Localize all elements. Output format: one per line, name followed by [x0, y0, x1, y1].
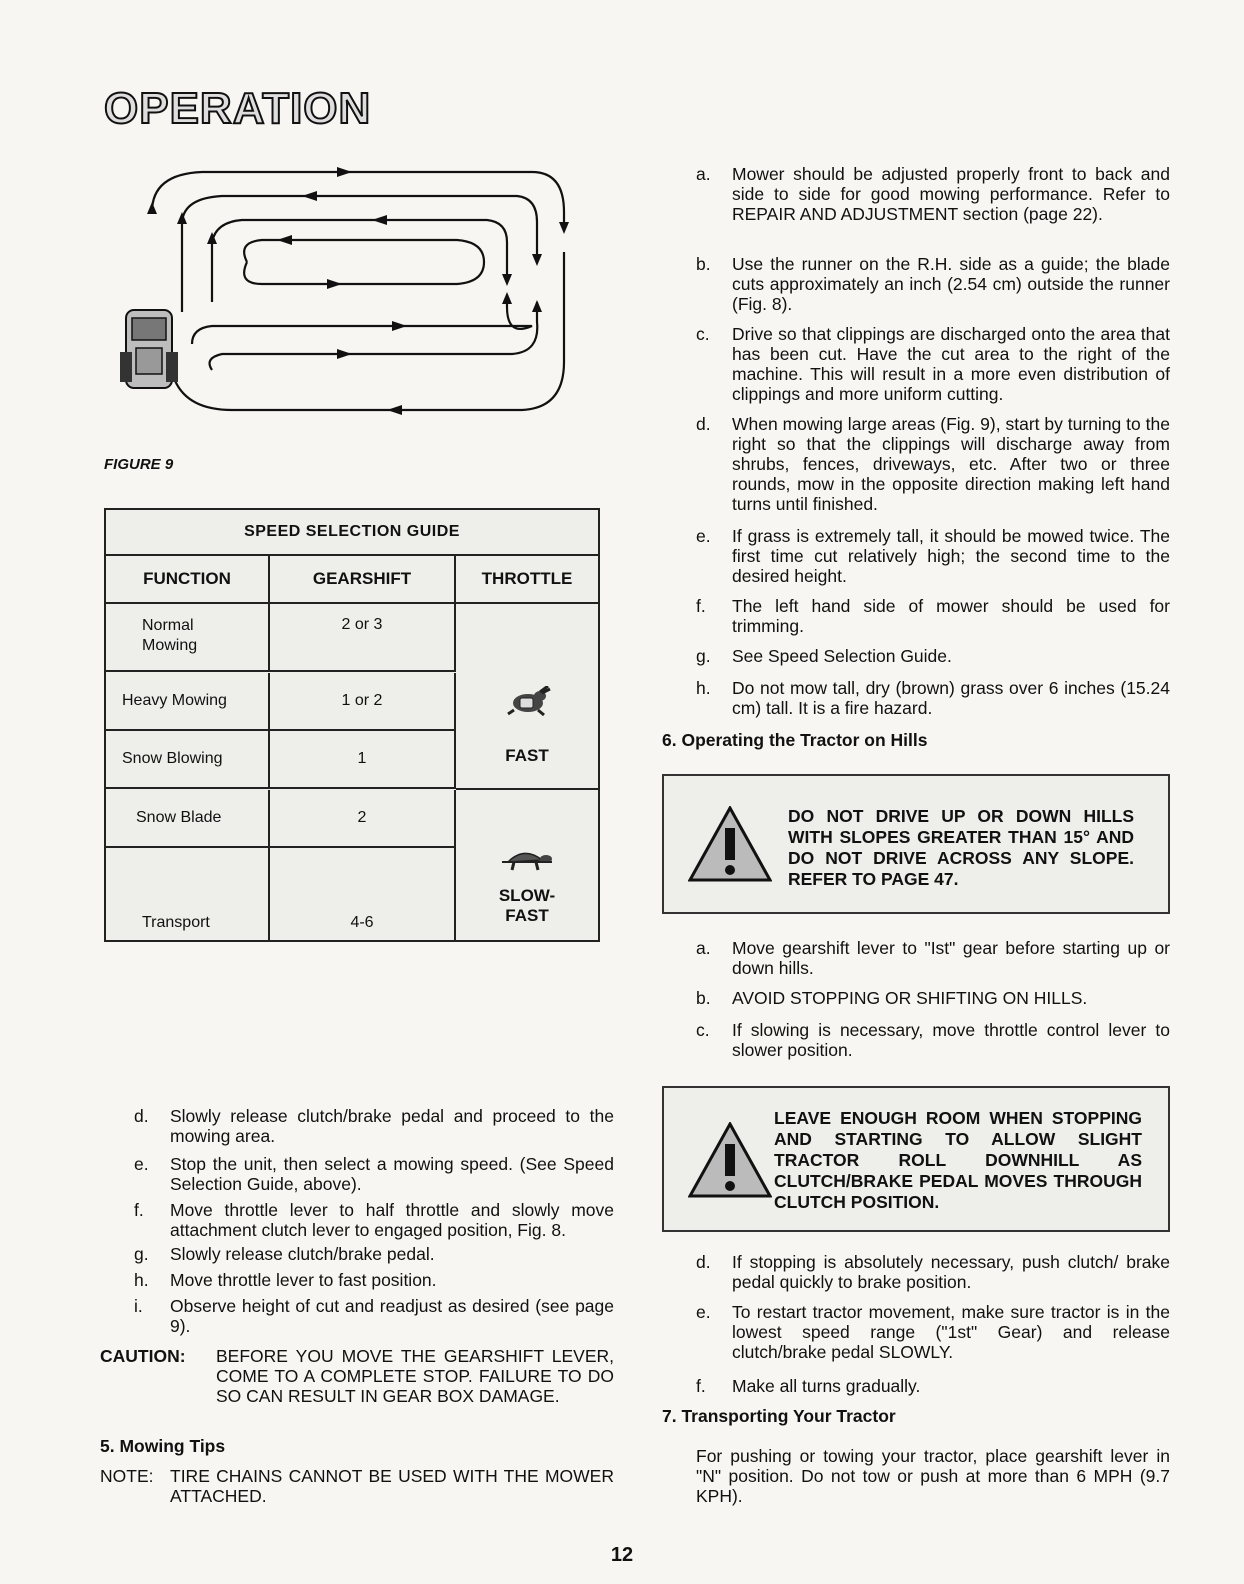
throttle-slow-fast: SLOW- FAST [498, 886, 556, 925]
table-row-function: Transport [106, 848, 270, 940]
header-throttle: THROTTLE [456, 556, 598, 604]
rollback-warning-text: LEAVE ENOUGH ROOM WHEN STOPPING AND STARTING TO ALLOW SLIGHT TRACTOR ROLL DOWNHILL AS CLUTCH/BRAKE PEDAL MOVES THROUGH CLUTCH POSITION. [774, 1108, 1142, 1212]
table-row-gearshift: 2 or 3 [270, 604, 456, 672]
table-row-function: Snow Blowing [106, 731, 270, 789]
list-item: f. Move throttle lever to half throttle and slowly move attachment clutch lever to engaged position, Fig. 8. [134, 1200, 614, 1240]
throttle-fast: FAST [505, 746, 549, 765]
list-item: b. AVOID STOPPING OR SHIFTING ON HILLS. [696, 988, 1088, 1008]
list-item: g. Slowly release clutch/brake pedal. [134, 1244, 435, 1264]
tractor-icon [120, 310, 178, 388]
rabbit-icon [504, 686, 552, 716]
list-item: e. To restart tractor movement, make sure tractor is in the lowest speed range ("1st" Gear) and release clutch/brake pedal SLOWLY. [696, 1302, 1170, 1362]
table-row-gearshift: 1 [270, 731, 456, 789]
turtle-icon [500, 846, 554, 872]
header-function: FUNCTION [106, 556, 270, 604]
list-item: c. Drive so that clippings are discharged onto the area that has been cut. Have the cut area to the right of the machine. This will result in a more even distribution of clippings and more uniform cutting. [696, 324, 1170, 404]
table-row-gearshift: 4-6 [270, 848, 456, 940]
speed-selection-table [104, 508, 600, 942]
warning-triangle-icon [688, 1122, 772, 1198]
table-row-function: Normal Mowing [106, 604, 270, 672]
hills-heading: 6. Operating the Tractor on Hills [662, 730, 928, 750]
caution-block [100, 1346, 614, 1406]
note-label: NOTE: [100, 1466, 154, 1486]
list-item: h. Move throttle lever to fast position. [134, 1270, 437, 1290]
note-text: TIRE CHAINS CANNOT BE USED WITH THE MOWER ATTACHED. [170, 1466, 614, 1506]
list-item: b. Use the runner on the R.H. side as a guide; the blade cuts approximately an inch (2.54 cm) outside the runner (Fig. 8). [696, 254, 1170, 314]
list-item: d. If stopping is absolutely necessary, push clutch/ brake pedal quickly to brake position. [696, 1252, 1170, 1292]
page-title: OPERATION [104, 84, 372, 133]
table-row-function: Heavy Mowing [106, 673, 270, 731]
throttle-fast-cell [456, 604, 598, 790]
list-item: f. Make all turns gradually. [696, 1376, 921, 1396]
rollback-warning-box [662, 1086, 1170, 1232]
list-item: c. If slowing is necessary, move throttle control lever to slower position. [696, 1020, 1170, 1060]
hills-warning-text: DO NOT DRIVE UP OR DOWN HILLS WITH SLOPES GREATER THAN 15° AND DO NOT DRIVE ACROSS ANY SLOPE. REFER TO PAGE 47. [788, 806, 1134, 889]
list-item: h. Do not mow tall, dry (brown) grass over 6 inches (15.24 cm) tall. It is a fire hazard. [696, 678, 1170, 718]
mowing-pattern-diagram [112, 162, 582, 422]
table-row-gearshift: 1 or 2 [270, 673, 456, 731]
throttle-slow-fast-cell [456, 790, 598, 940]
caution-text: BEFORE YOU MOVE THE GEARSHIFT LEVER, COME TO A COMPLETE STOP. FAILURE TO DO SO CAN RESULT IN GEAR BOX DAMAGE. [216, 1346, 614, 1406]
transport-text: For pushing or towing your tractor, place gearshift lever in "N" position. Do not tow or push at more than 6 MPH (9.7 KPH). [696, 1446, 1170, 1506]
list-item: a. Move gearshift lever to "Ist" gear before starting up or down hills. [696, 938, 1170, 978]
list-item: e. If grass is extremely tall, it should be mowed twice. The first time cut relatively high; the second time to the desired height. [696, 526, 1170, 586]
list-item: d. When mowing large areas (Fig. 9), start by turning to the right so that the clippings will discharge away from shrubs, fences, driveways, etc. After two or three rounds, mow in the opposite direction making left hand turns until finished. [696, 414, 1170, 514]
mowing-tips-heading: 5. Mowing Tips [100, 1436, 226, 1456]
page-number: 12 [610, 1544, 634, 1566]
warning-triangle-icon [688, 806, 772, 882]
transport-heading: 7. Transporting Your Tractor [662, 1406, 896, 1426]
figure-caption: FIGURE 9 [104, 456, 174, 473]
hills-warning-box [662, 774, 1170, 914]
note-block [100, 1466, 614, 1506]
table-row-function: Snow Blade [106, 790, 270, 848]
list-item: g. See Speed Selection Guide. [696, 646, 952, 666]
header-gearshift: GEARSHIFT [270, 556, 456, 604]
list-item: d. Slowly release clutch/brake pedal and proceed to the mowing area. [134, 1106, 614, 1146]
table-title: SPEED SELECTION GUIDE [106, 510, 598, 556]
list-item: f. The left hand side of mower should be used for trimming. [696, 596, 1170, 636]
list-item: e. Stop the unit, then select a mowing speed. (See Speed Selection Guide, above). [134, 1154, 614, 1194]
list-item: i. Observe height of cut and readjust as desired (see page 9). [134, 1296, 614, 1336]
list-item: a. Mower should be adjusted properly front to back and side to side for good mowing performance. Refer to REPAIR AND ADJUSTMENT section (page 22). [696, 164, 1170, 224]
caution-label: CAUTION: [100, 1346, 186, 1366]
table-row-gearshift: 2 [270, 790, 456, 848]
